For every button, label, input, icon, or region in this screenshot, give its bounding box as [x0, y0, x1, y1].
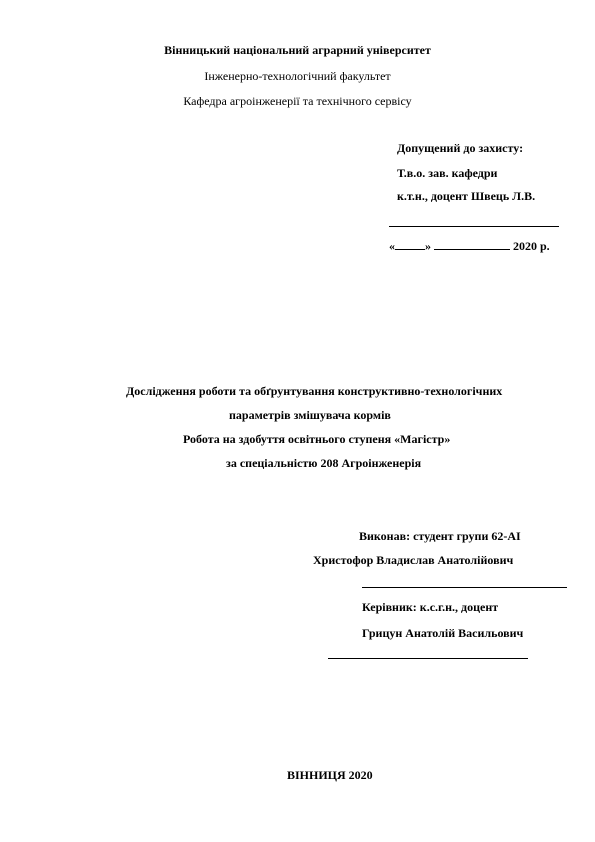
thesis-title-line-1: Дослідження роботи та обґрунтування конструктивно-технологічних [126, 384, 503, 398]
supervisor-name: Грицун Анатолій Васильович [362, 626, 524, 640]
university-name: Вінницький національний аграрний університет [164, 43, 431, 57]
student-name: Христофор Владислав Анатолійович [313, 553, 514, 567]
student-signature-line [362, 587, 567, 588]
day-blank [395, 238, 425, 250]
approval-date [389, 238, 550, 253]
degree-line: Робота на здобуття освітнього ступеня «Магістр» [183, 432, 451, 446]
supervisor-label: Керівник: к.с.г.н., доцент [362, 600, 499, 614]
month-blank [434, 238, 510, 250]
date-open-quote: « [389, 239, 395, 253]
date-close-quote: » [425, 239, 431, 253]
acting-head-label: Т.в.о. зав. кафедри [397, 166, 498, 180]
city-year: ВІННИЦЯ 2020 [287, 768, 373, 782]
specialty-line: за спеціальністю 208 Агроінженерія [226, 456, 422, 470]
performed-by: Виконав: студент групи 62-АІ [359, 529, 521, 543]
signature-line [389, 226, 559, 227]
department-name: Кафедра агроінженерії та технічного сервісу [183, 94, 412, 108]
supervisor-signature-line [328, 658, 528, 659]
faculty-name: Інженерно-технологічний факультет [204, 69, 391, 83]
date-year: 2020 р. [510, 239, 550, 253]
thesis-title-line-2: параметрів змішувача кормів [229, 408, 391, 422]
head-name: к.т.н., доцент Швець Л.В. [397, 189, 536, 203]
admitted-to-defense: Допущений до захисту: [397, 141, 524, 155]
